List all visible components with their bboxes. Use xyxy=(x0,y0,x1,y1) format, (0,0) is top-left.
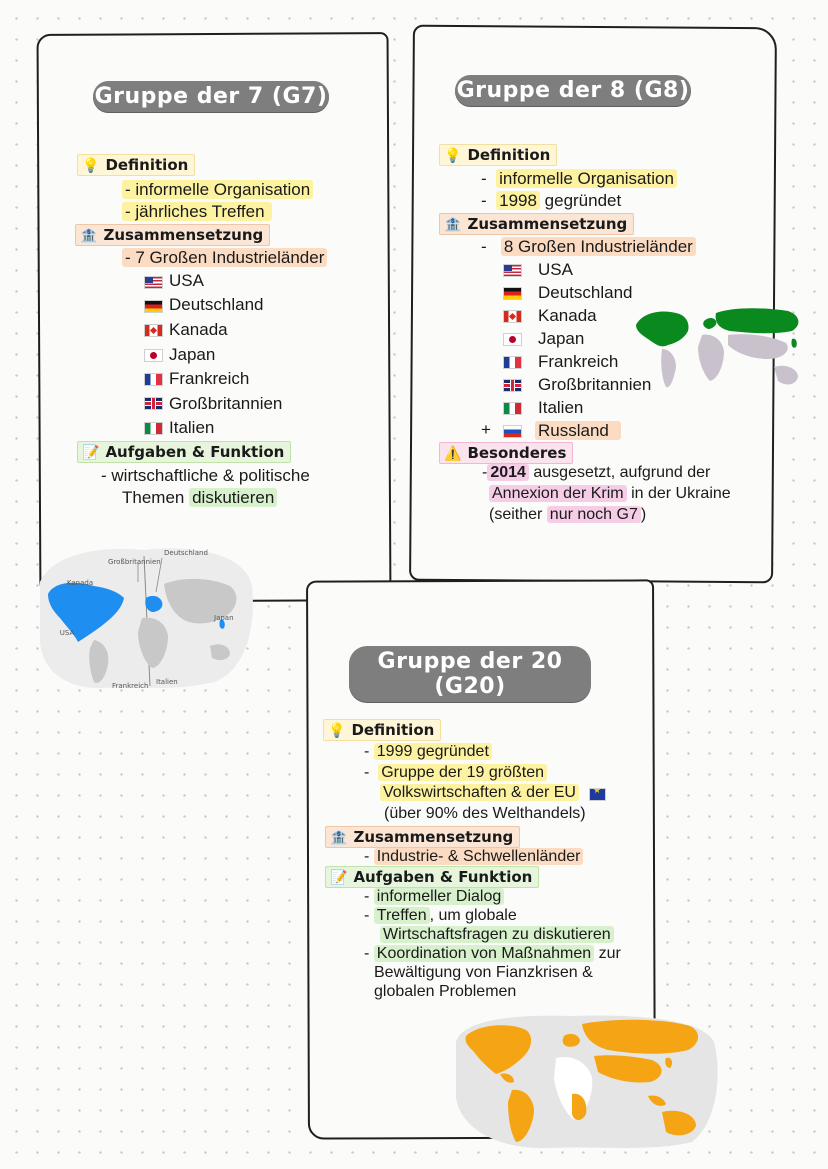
lightbulb-icon: 💡 xyxy=(328,723,346,739)
g7-definition-heading: 💡 Definition xyxy=(77,154,195,176)
g7-zusammensetzung-heading: 🏦 Zusammensetzung xyxy=(75,224,270,246)
flag-canada-icon xyxy=(144,324,163,337)
g20-def-item-2a: - Gruppe der 19 größten xyxy=(364,764,547,782)
g8-map-europe xyxy=(703,318,716,329)
g7-map-label-usa: USA xyxy=(59,629,75,637)
g7-map-label-fr: Frankreich xyxy=(112,682,149,690)
g8-country: Italien xyxy=(538,398,584,417)
g20-title: Gruppe der 20 (G20) xyxy=(349,646,591,702)
g7-country: Deutschland xyxy=(169,295,264,314)
g20-def-item-2c: (über 90% des Welthandels) xyxy=(384,805,586,822)
g20-def-item-1: - 1999 gegründet xyxy=(364,743,492,761)
g8-bes-line-2: Annexion der Krim in der Ukraine xyxy=(489,485,731,503)
memo-icon: 📝 xyxy=(330,870,348,886)
g7-zus-intro: - 7 Großen Industrieländer xyxy=(122,248,327,268)
g7-country: Großbritannien xyxy=(169,394,283,413)
g8-zusammensetzung-heading: 🏦 Zusammensetzung xyxy=(439,213,634,235)
g7-map-label-it: Italien xyxy=(156,678,178,686)
g7-country: Japan xyxy=(169,345,216,364)
g8-country: Japan xyxy=(538,329,585,348)
bank-icon: 🏦 xyxy=(80,228,98,244)
bank-icon: 🏦 xyxy=(330,830,348,846)
g8-map-north-america xyxy=(636,312,689,347)
g8-country: Kanada xyxy=(538,306,597,325)
g20-world-map xyxy=(452,1012,722,1152)
g20-zusammensetzung-heading: 🏦 Zusammensetzung xyxy=(325,826,520,848)
g7-map-label-de: Deutschland xyxy=(164,549,208,557)
g8-country-russland: Russland xyxy=(535,421,621,441)
warning-icon: ⚠️ xyxy=(444,446,462,462)
g20-auf-item-1: - informeller Dialog xyxy=(364,888,504,906)
memo-icon: 📝 xyxy=(82,445,100,461)
flag-usa-icon xyxy=(503,264,522,277)
g20-auf-item-3b: Bewältigung von Fianzkrisen & xyxy=(374,964,593,981)
g20-auf-item-2b: Wirtschaftsfragen zu diskutieren xyxy=(380,926,614,944)
g7-auf-line-2: Themen diskutieren xyxy=(122,488,277,508)
g7-country: USA xyxy=(169,271,204,290)
g7-country: Frankreich xyxy=(169,369,250,388)
lightbulb-icon: 💡 xyxy=(82,158,100,174)
g8-definition-heading: 💡 Definition xyxy=(439,144,557,166)
bank-icon: 🏦 xyxy=(444,217,462,233)
g20-auf-item-3: - Koordination von Maßnahmen zur xyxy=(364,945,621,962)
flag-italy-icon xyxy=(503,402,522,415)
flag-eu-icon xyxy=(589,788,606,801)
g7-aufgaben-heading: 📝 Aufgaben & Funktion xyxy=(77,441,291,463)
g7-world-map xyxy=(34,542,258,694)
flag-japan-icon xyxy=(503,333,522,346)
g20-definition-heading: 💡 Definition xyxy=(323,719,441,741)
flag-uk-icon xyxy=(144,397,163,410)
flag-usa-icon xyxy=(144,276,163,289)
g8-bes-line-3: (seither nur noch G7 ) xyxy=(489,506,647,523)
g7-title: Gruppe der 7 (G7) xyxy=(93,81,329,112)
g8-title: Gruppe der 8 (G8) xyxy=(455,75,691,106)
g7-map-label-kanada: Kanada xyxy=(66,579,94,587)
g7-map-label-gb: Großbritannien xyxy=(108,558,161,566)
g20-aufgaben-heading: 📝 Aufgaben & Funktion xyxy=(325,866,539,888)
flag-canada-icon xyxy=(503,310,522,323)
lightbulb-icon: 💡 xyxy=(444,148,462,164)
g8-country: USA xyxy=(538,260,573,279)
g20-auf-item-3c: globalen Problemen xyxy=(374,983,517,1000)
g7-country: Kanada xyxy=(169,320,228,339)
g8-bes-line-1: - 2014 ausgesetzt, aufgrund der xyxy=(482,464,711,481)
flag-france-icon xyxy=(503,356,522,369)
flag-russia-icon xyxy=(503,425,522,438)
g7-auf-line-1: - wirtschaftliche & politische xyxy=(101,466,310,485)
g20-zus-item: - Industrie- & Schwellenländer xyxy=(364,848,583,866)
flag-france-icon xyxy=(144,373,163,386)
g8-plus: + xyxy=(481,420,491,439)
g8-country: Großbritannien xyxy=(538,375,652,394)
g7-map-label-jp: Japan xyxy=(214,614,234,622)
g8-def-item-2: - 1998 gegründet xyxy=(481,191,622,210)
g8-zus-intro: - 8 Großen Industrieländer xyxy=(481,237,696,257)
g8-besonderes-heading: ⚠️ Besonderes xyxy=(439,442,573,464)
g7-def-item-2: - jährliches Treffen xyxy=(122,202,272,222)
g20-auf-item-2: - Treffen , um globale xyxy=(364,907,517,924)
flag-uk-icon xyxy=(503,379,522,392)
flag-italy-icon xyxy=(144,422,163,435)
g7-card xyxy=(37,32,392,603)
g20-def-item-2b: Volkswirtschaften & der EU xyxy=(380,784,579,802)
flag-germany-icon xyxy=(144,300,163,313)
g8-country: Deutschland xyxy=(538,283,633,302)
g7-country: Italien xyxy=(169,418,215,437)
g8-world-map xyxy=(632,303,808,395)
g7-def-item-1: - informelle Organisation xyxy=(122,180,313,200)
g8-country: Frankreich xyxy=(538,352,619,371)
flag-germany-icon xyxy=(503,287,522,300)
g8-def-item-1: - informelle Organisation xyxy=(481,169,677,189)
flag-japan-icon xyxy=(144,349,163,362)
g8-map-russia xyxy=(716,308,799,333)
